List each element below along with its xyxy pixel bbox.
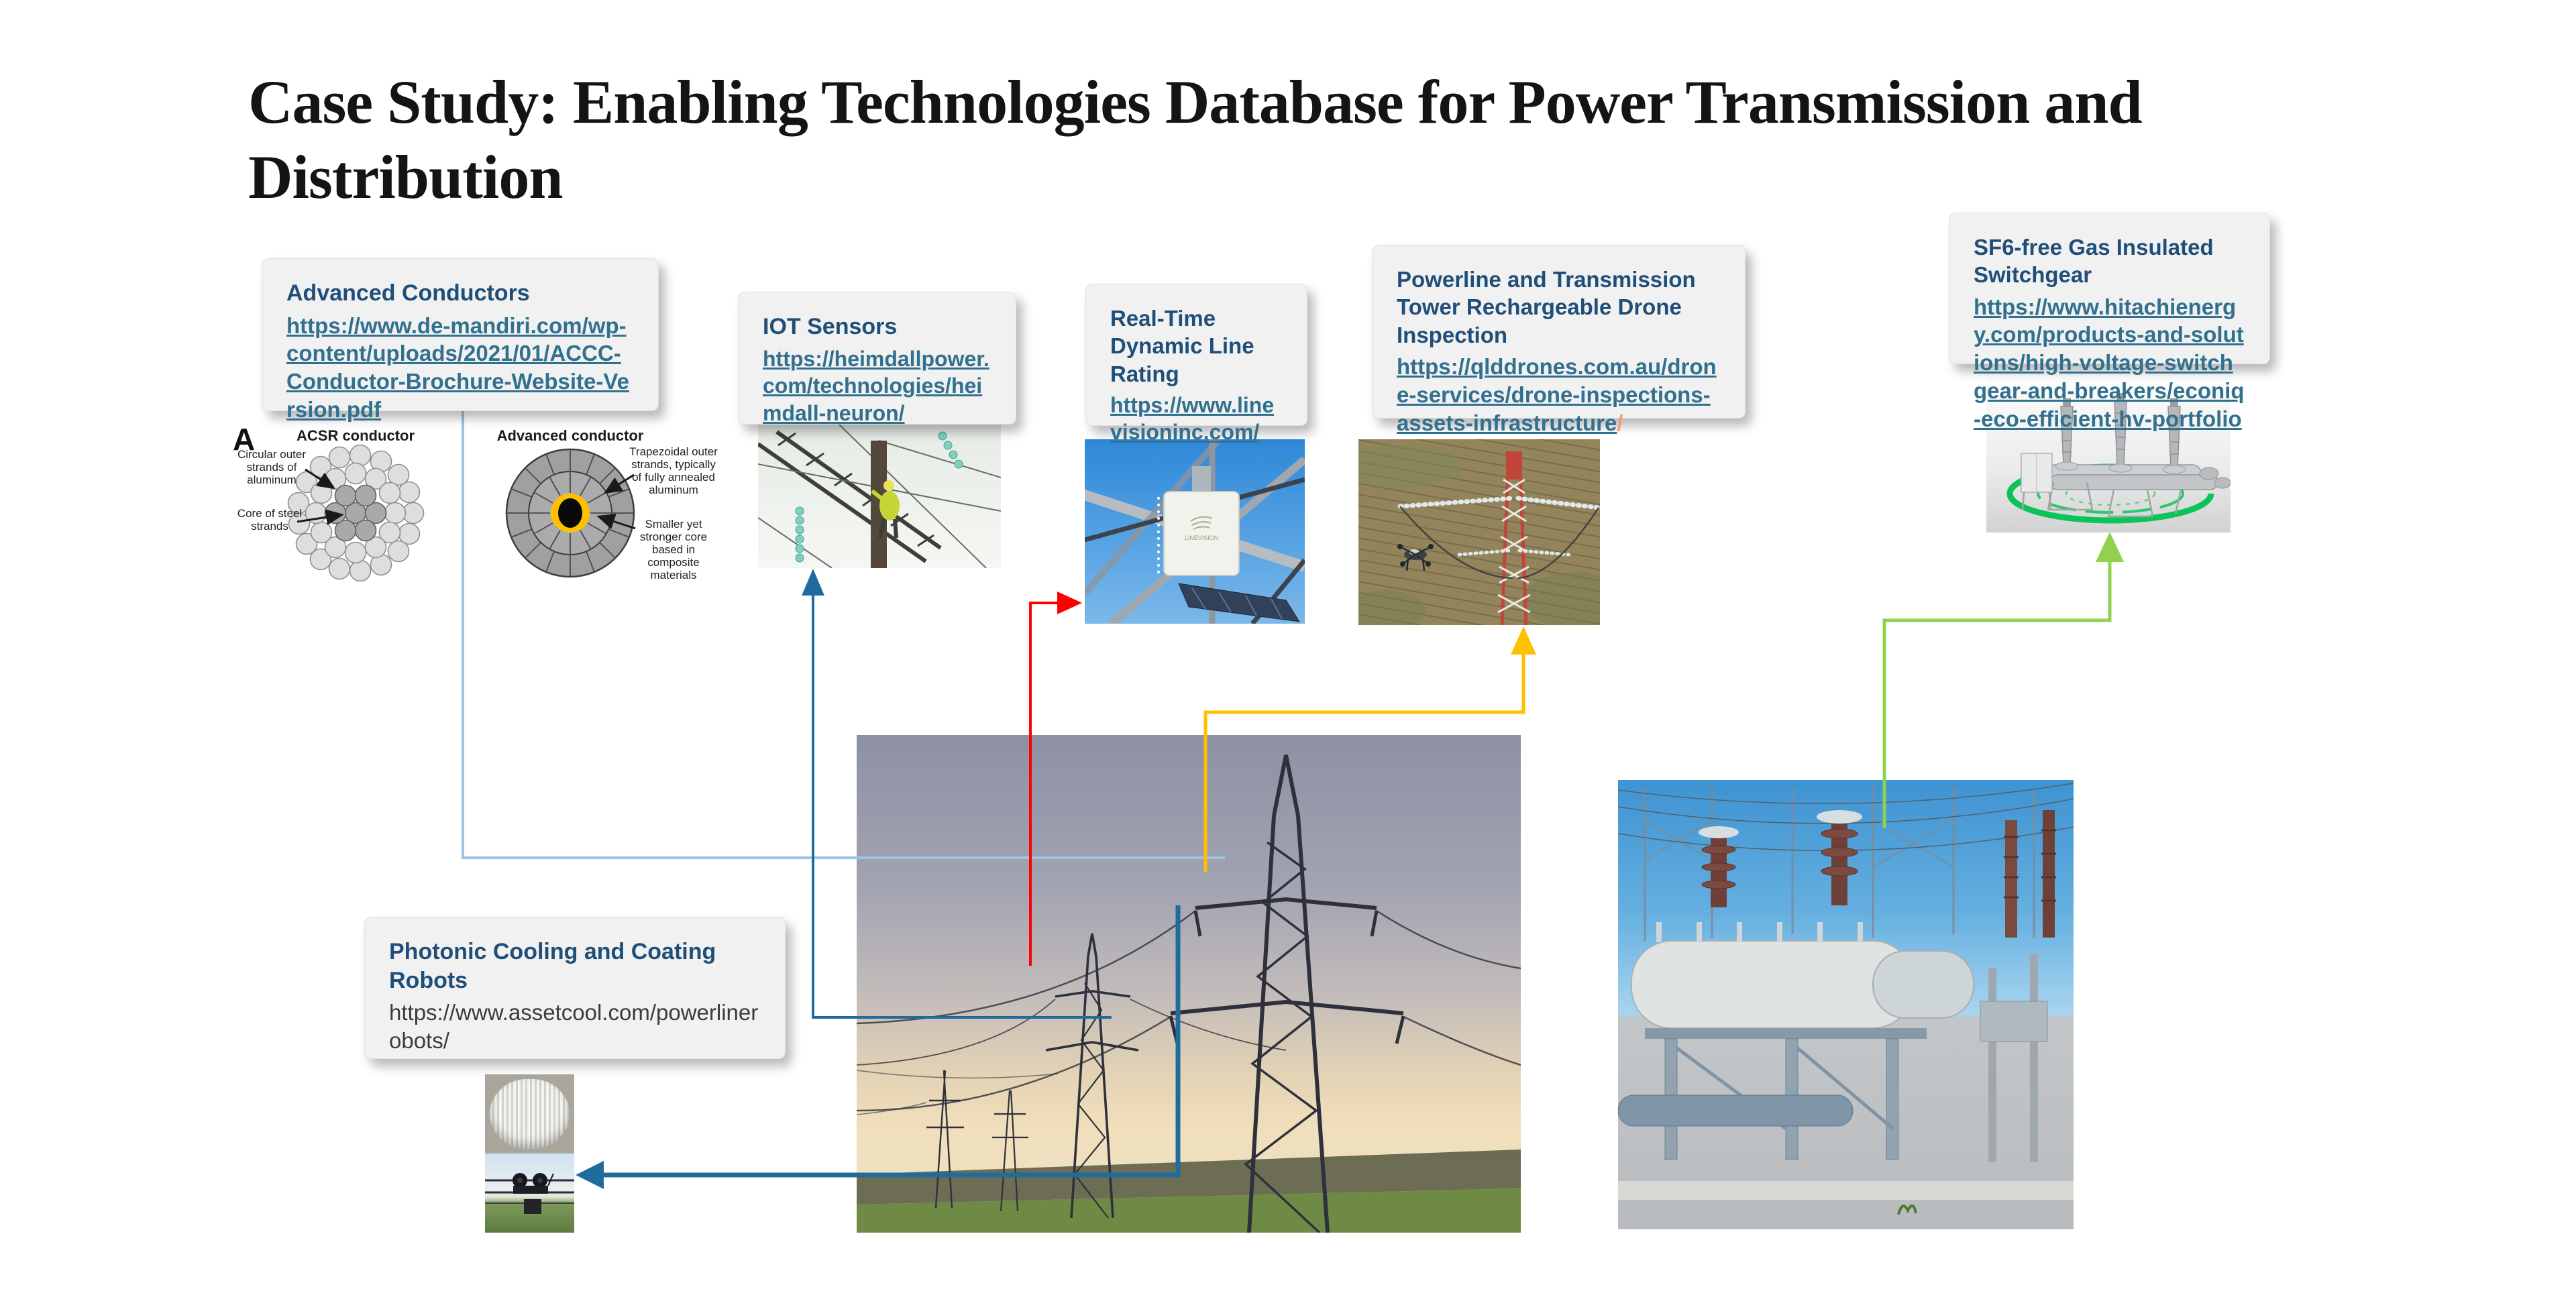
iot-sensor-install-photo	[758, 424, 1001, 568]
advanced-conductor-title: Advanced conductor	[496, 427, 644, 444]
acsr-core-label: Core of steel strands	[237, 507, 303, 533]
pylon-silhouette-art	[857, 735, 1521, 1233]
advanced-conductor-section	[506, 449, 634, 577]
drone-inspection-link-suffix: /	[1617, 410, 1623, 435]
advanced-conductors-title: Advanced Conductors	[286, 280, 530, 306]
sf6-switchgear-title: SF6-free Gas Insulated Switchgear	[1974, 235, 2214, 288]
advanced-core-label: Smaller yet stronger core based in composite materials	[639, 518, 708, 582]
drone-inspection-title: Powerline and Transmission Tower Rechargeable Drone Inspection	[1397, 267, 1696, 347]
drone-inspection-link[interactable]: https://qlddrones.com.au/drone-services/drone-inspections-assets-infrastructure	[1397, 353, 1717, 435]
dynamic-line-rating-card	[1085, 284, 1307, 445]
sf6-arrowhead-icon	[2096, 532, 2124, 562]
photonic-robots-title: Photonic Cooling and Coating Robots	[389, 939, 716, 993]
dynamic-line-rating-title: Real-Time Dynamic Line Rating	[1110, 306, 1254, 386]
iot-sensors-title: IOT Sensors	[763, 314, 898, 339]
linevision-sensor-photo	[1085, 439, 1305, 624]
iot-photo-art	[758, 424, 1001, 568]
acsr-conductor-title: ACSR conductor	[297, 427, 415, 444]
powerline-robot-photo	[485, 1154, 574, 1233]
drone-arrowhead-icon	[1511, 626, 1536, 655]
robot-photo-art	[485, 1154, 574, 1233]
dlr-arrowhead-icon	[1057, 592, 1082, 614]
substation-photo	[1618, 780, 2074, 1229]
diagram-panel-label: A	[233, 422, 256, 457]
drone-inspection-card	[1372, 245, 1746, 435]
drone-inspection-photo	[1358, 439, 1600, 625]
substation-art	[1618, 780, 2074, 1229]
advanced-conductors-link[interactable]: https://www.de-mandiri.com/wp-content/uploads/2021/01/ACCC-Conductor-Brochure-Website-Version.pdf	[286, 313, 629, 423]
drone-photo-art	[1358, 439, 1600, 625]
line-robot-icon	[513, 1173, 553, 1214]
iot-sensors-link[interactable]: https://heimdallpower.com/technologies/heimdall-neuron/	[763, 346, 989, 425]
page-title: Case Study: Enabling Technologies Database for Power Transmission and Distribution	[248, 68, 2142, 212]
robot-arrowhead-icon	[576, 1161, 604, 1189]
iot-arrowhead-icon	[802, 569, 824, 596]
photonic-robots-link[interactable]: https://www.assetcool.com/powerlinerobots/	[389, 1000, 759, 1053]
dynamic-line-rating-link[interactable]: https://www.linevisioninc.com/	[1110, 392, 1275, 445]
dlr-photo-art	[1085, 439, 1305, 624]
coiled-conductor-photo	[485, 1074, 574, 1154]
acsr-outer-strands-label: Circular outer strands of aluminum	[237, 448, 307, 487]
advanced-conductors-card	[262, 258, 659, 423]
iot-sensors-card	[738, 292, 1016, 425]
sf6-switchgear-card	[1949, 213, 2270, 432]
transmission-pylons-sunset-photo	[857, 735, 1521, 1233]
photonic-robots-card	[364, 917, 786, 1059]
sf6-switchgear-link[interactable]: https://www.hitachienergy.com/products-and-solutions/high-voltage-switchgear-and-breakers/econiq-eco-efficient-hv-portfolio	[1974, 294, 2245, 432]
linevision-logo-text: LINEVISION	[1184, 535, 1219, 541]
advanced-outer-strands-label: Trapezoidal outer strands, typically of fully annealed aluminum	[629, 445, 718, 497]
cable-spool	[490, 1079, 570, 1149]
